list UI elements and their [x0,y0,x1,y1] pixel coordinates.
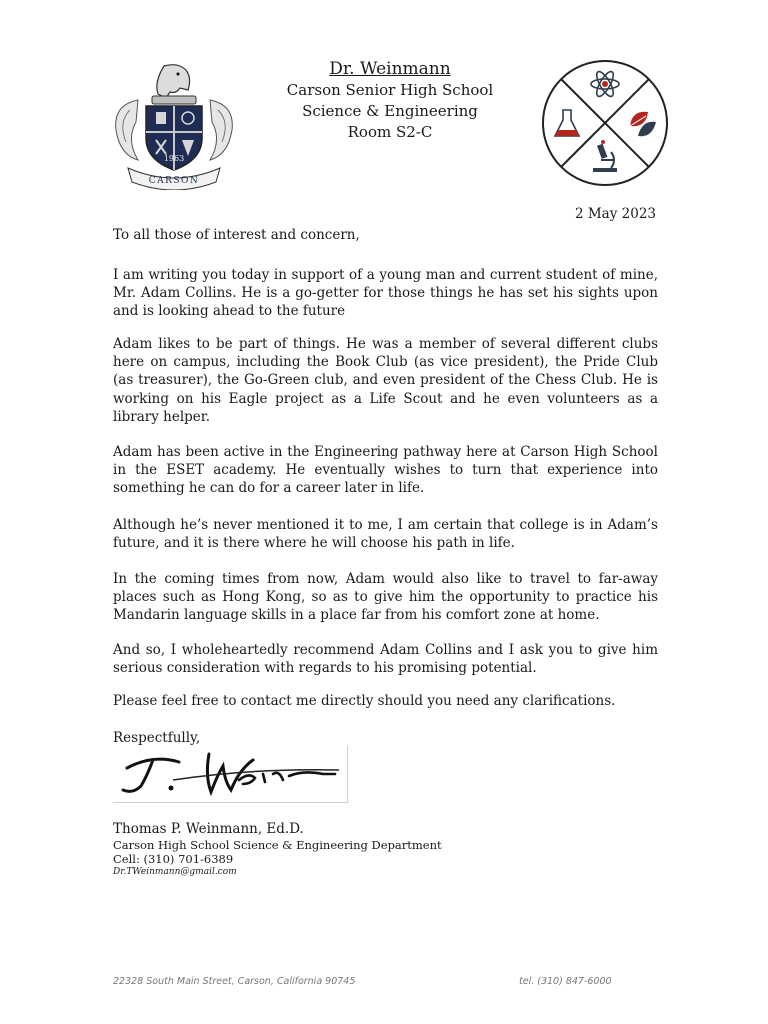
svg-text:1963: 1963 [163,154,185,163]
paragraph [113,570,658,625]
header-school: Carson Senior High School [286,81,494,99]
paragraph-text: Adam has been active in the Engineering pathway here at Carson High School in the ESET academy. He eventually wishes to turn that experience into something he can do for a career later in life. [113,444,658,497]
footer-phone: tel. (310) 847-6000 [519,976,612,987]
paragraph [113,641,658,677]
paragraph-text: I am writing you today in support of a young man and current student of mine, Mr. Adam Collins. He is a go-getter for those things he has set his sights upon and is looking ahead to the future [113,267,658,320]
paragraph-text: In the coming times from now, Adam would also like to travel to far-away places such as Hong Kong, so as to give him the opportunity to practice his Mandarin language skills in a place far from his comfort zone at home. [113,571,658,624]
salutation [113,226,658,244]
signer-block [113,820,442,878]
paragraph [113,266,658,321]
school-crest-icon [108,60,240,190]
paragraph-text: And so, I wholeheartedly recommend Adam Collins and I ask you to give him serious consideration with regards to his promising potential. [113,642,658,677]
signer-cell: Cell: (310) 701-6389 [113,852,234,866]
closing-text: Respectfully, [113,730,201,746]
salutation-text: To all those of interest and concern, [113,227,360,243]
paragraph-text: Although he’s never mentioned it to me, I am certain that college is in Adam’s future, and it is there where he will choose his path in life. [113,517,658,552]
signer-department: Carson High School Science & Engineering Department [113,838,442,852]
letter-date: 2 May 2023 [574,206,656,222]
paragraph-text: Please feel free to contact me directly should you need any clarifications. [113,693,616,709]
footer-address: 22328 South Main Street, Carson, California 90745 [113,976,356,987]
paragraph [113,335,658,426]
handwritten-signature-icon [113,746,347,802]
science-emblem-icon [540,58,670,188]
paragraph [113,443,658,498]
paragraph-text: Adam likes to be part of things. He was a member of several different clubs here on campus, including the Book Club (as vice president), the Pride Club (as treasurer), the Go-Green club, and even president of the Chess Club. He is working on his Eagle project as a Life Scout and he even volunteers as a library helper. [113,336,658,425]
paragraph [113,516,658,552]
signer-email-link[interactable]: Dr.TWeinmann@gmail.com [113,867,237,877]
letterhead [250,58,530,143]
header-department: Science & Engineering [302,102,478,120]
signer-name: Thomas P. Weinmann, Ed.D. [113,821,304,837]
header-name: Dr. Weinmann [329,59,451,79]
svg-text:CARSON: CARSON [148,176,200,186]
closing [113,729,658,747]
header-room: Room S2-C [347,123,433,141]
paragraph [113,692,658,710]
signature-box [113,746,348,803]
